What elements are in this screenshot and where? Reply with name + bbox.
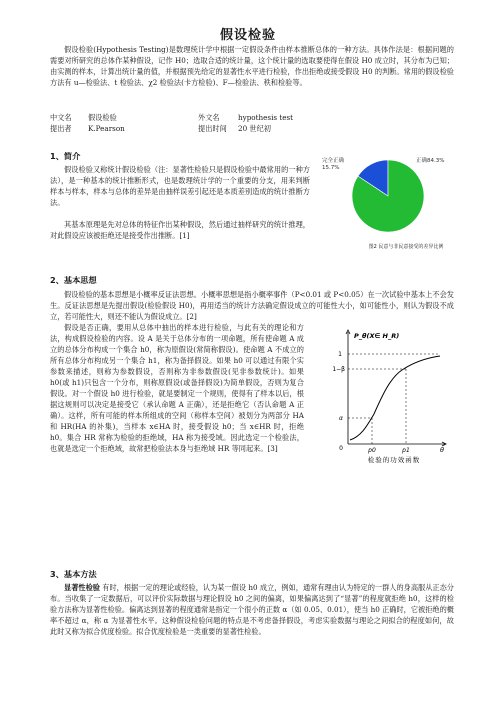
power-curve	[350, 356, 440, 440]
pie-label-right: 正确84.3%	[416, 158, 445, 164]
power-x-p1: p1	[402, 447, 410, 454]
meta-en-label: 外文名	[198, 113, 220, 122]
power-tick-alpha: α	[339, 415, 343, 422]
section-1-paragraph-1: 假设检验又称统计假设检验（注：显著性检验只是假设检验中最常用的一种方法），是一种基本的统计推断形式，也是数理统计学的一个重要的分支，用来判断样本与样本，样本与总体的差异是由抽样误差引起还是本质差别造成的统计推断方法。	[50, 165, 310, 207]
power-function-figure	[328, 326, 456, 464]
meta-proposer-value: K.Pearson	[88, 124, 125, 133]
section-2-heading: 2、基本思想	[50, 275, 97, 285]
meta-row-1	[50, 112, 454, 123]
pie-label-left-percent: 15.7%	[322, 165, 340, 171]
pie-label-left: 完全正确	[322, 158, 345, 164]
power-tick-1: 1	[338, 351, 342, 358]
meta-en-value: hypothesis test	[238, 113, 294, 122]
meta-row-2	[50, 123, 454, 134]
power-x-p0: p0	[368, 447, 376, 454]
pie-chart-figure	[316, 150, 462, 254]
meta-proposer-label: 提出者	[50, 124, 72, 133]
section-2-paragraph-2: 假设是否正确，要用从总体中抽出的样本进行检验，与此有关的理论和方法，构成假设检验的内容。设 A 是关于总体分布的一项命题，所有使命题 A 成立的总体分布构成一个集合 h0，称为原假设(常简称假设)。使命题 A 不成立的所有总体分布构成另一个集合 h1，称为备择假设。如果 h0 可以通过有限个实参数来描述，则称为参数假设，否则称为非参数假设(见非参数统计)。如果 h0(或 h1)只包含一个分布，则称原假设(或备择假设)为简单假设，否则为复合假设。对一个假设 h0 进行检验，就是要制定一个规则，使得有了样本以后，根据这规则可以决定是接受它（承认命题 A 正确），还是拒绝它（否认命题 A 正确）。这样，所有可能的样本所组成的空间（称样本空间）被划分为两部分 HA 和 HR(HA 的补集)，当样本 x∈HA 时，接受假设 h0；当 x∈HR 时，拒绝 h0。集合 HR 常称为检验的拒绝域，HA 称为接受域。因此选定一个检验法，也就是选定一个拒绝域，故常把检验法本身与拒绝域 HR 等同起来。[3]	[50, 323, 304, 453]
power-tick-1-beta: 1−β	[332, 366, 345, 373]
power-y-label: P_θ(X∈ H_R)	[354, 332, 400, 340]
pie-caption: 图2 民意与非民意接受的差异比例	[368, 244, 444, 250]
meta-time-label: 提出时间	[198, 124, 227, 133]
power-caption: 检验的功效函数	[367, 456, 421, 464]
section-1-heading: 1、简介	[50, 151, 81, 161]
meta-time-value: 20 世纪初	[238, 124, 271, 133]
page-title: 假设检验	[219, 28, 276, 43]
power-origin: 0	[339, 445, 343, 452]
section-3-text: 有时，根据一定的理论或经验，认为某一假设 h0 成立，例如，通常有理由认为特定的一群人的身高服从正态分布。当收集了一定数据后，可以评价实际数据与理论假设 h0 之间的偏离，如果偏离达到了“显著”的程度就拒绝 h0，这样的检验方法称为显著性检验。偏离达到显著的程度通常是指定一个很小的正数 α（如 0.05、0.01），使当 h0 正确时，它被拒绝的概率不超过 α，称 α 为显著性水平。这种假设检验问题的特点是不考虑备择假设，考虑实验数据与理论之间拟合的程度如何，故此时又称为拟合优度检验。拟合优度检验是一类重要的显著性检验。	[50, 583, 454, 636]
section-3-term: 显著性检验	[64, 583, 100, 592]
intro-paragraph: 假设检验(Hypothesis Testing)是数理统计学中根据一定假设条件由样本推断总体的一种方法。具体作法是：根据问题的需要对所研究的总体作某种假设，记作 H0；选取合适的统计量，这个统计量的选取要使得在假设 H0 成立时，其分布为已知；由实测的样本，计算出统计量的值，并根据预先给定的显著性水平进行检验，作出拒绝或接受假设 H0 的判断。常用的假设检验方法有 u—检验法、t 检验法、χ2 检验法(卡方检验)、F—检验法、秩和检验等。	[50, 45, 454, 87]
pie-slices	[352, 160, 424, 232]
section-1-paragraph-2: 其基本原理是先对总体的特征作出某种假设，然后通过抽样研究的统计推理，对此假设应该被拒绝还是接受作出推断。[1]	[50, 220, 310, 240]
section-3-paragraph	[50, 582, 454, 637]
section-2-paragraph-1: 假设检验的基本思想是小概率反证法思想。小概率思想是指小概率事件（P<0.01 或 P<0.05）在一次试验中基本上不会发生。反证法思想是先提出假设(检验假设 H0)，再用适当的统计方法确定假设成立的可能性大小，如可能性小，则认为假设不成立，若可能性大，则还不能认为假设成立。[2]	[50, 290, 454, 321]
meta-cn-value: 假设检验	[88, 113, 117, 122]
power-x-theta: θ	[440, 446, 444, 454]
meta-cn-label: 中文名	[50, 113, 72, 122]
section-3-heading: 3、基本方法	[50, 569, 97, 579]
